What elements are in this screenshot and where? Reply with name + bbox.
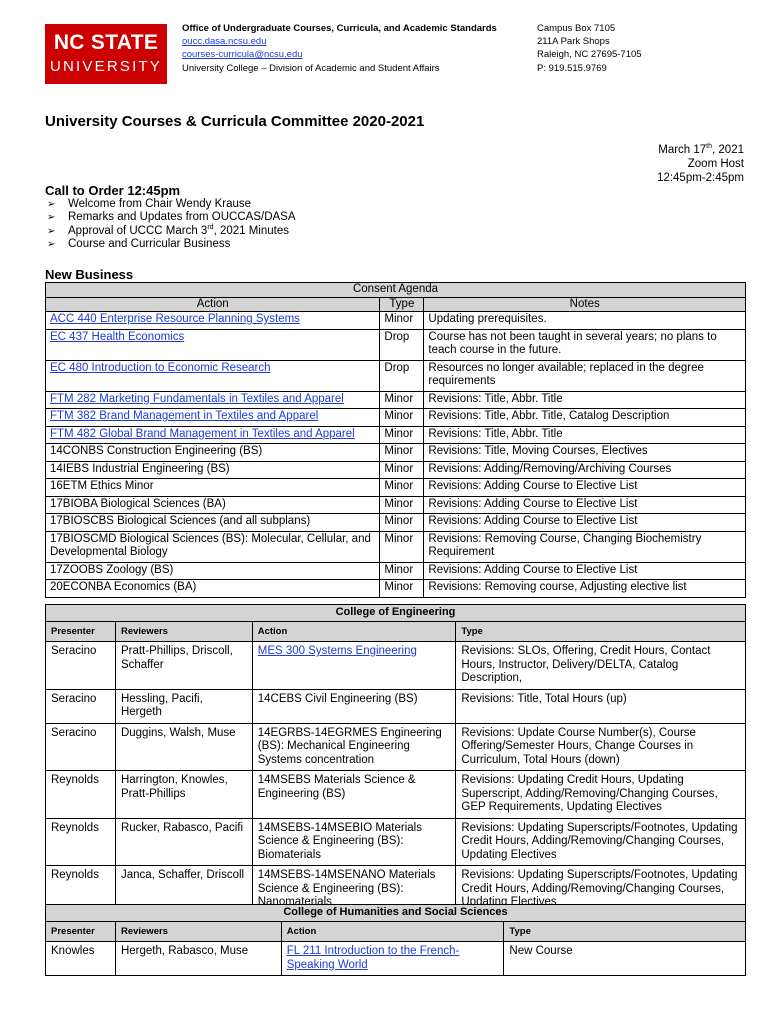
arrow-bullet-icon: ➢ [47,225,56,237]
row-action: 17BIOSCMD Biological Sciences (BS): Molecular, Cellular, and Developmental Biology [46,531,380,562]
table-row [46,329,746,360]
arrow-bullet-icon: ➢ [47,199,56,210]
row-type: Revisions: Title, Total Hours (up) [456,689,746,723]
oucc-link[interactable]: oucc.dasa.ncsu.edu [182,36,267,48]
row-action: 14MSEBS Materials Science & Engineering (BS) [252,771,456,819]
row-notes: Course has not been taught in several years; no plans to teach course in the future. [424,329,746,360]
row-presenter: Reynolds [46,866,116,914]
row-reviewers: Pratt-Phillips, Driscoll, Schaffer [115,642,252,690]
engineering-caption: College of Engineering [46,605,746,622]
table-row [46,444,746,462]
hum-header-action: Action [281,921,504,942]
arrow-bullet-icon: ➢ [47,212,56,224]
course-link[interactable]: MES 300 Systems Engineering [257,645,417,657]
table-row [46,312,746,330]
row-action: 14MSEBS-14MSENANO Materials Science & Engineering (BS): Nanomaterials [252,866,456,914]
row-type: Minor [380,580,424,598]
row-type: Minor [380,444,424,462]
address-line: Campus Box 7105 [537,23,616,34]
row-notes: Revisions: Adding Course to Elective List [424,562,746,580]
row-action: 14CEBS Civil Engineering (BS) [252,689,456,723]
row-reviewers: Duggins, Walsh, Muse [115,723,252,771]
row-type: Minor [380,461,424,479]
row-notes: Revisions: Adding Course to Elective List [424,479,746,497]
row-presenter: Seracino [46,723,116,771]
meeting-time: 12:45pm-2:45pm [657,172,744,185]
row-notes: Revisions: Removing course, Adjusting elective list [424,580,746,598]
table-row [46,496,746,514]
meeting-date: March 17th, 2021 [658,143,744,156]
course-link[interactable]: FTM 282 Marketing Fundamentals in Textiles and Apparel [50,392,344,405]
table-row [46,689,746,723]
table-row [46,391,746,409]
table-row [46,942,746,976]
agenda-item: ➢ Remarks and Updates from OUCCAS/DASA [47,211,296,224]
letterhead-address [537,22,642,75]
hum-header-reviewers: Reviewers [115,921,281,942]
row-type: Minor [380,391,424,409]
ncstate-logo [45,24,167,84]
row-type: Minor [380,514,424,532]
course-link[interactable]: ACC 440 Enterprise Resource Planning Systems [50,313,300,325]
consent-header-action: Action [46,297,380,312]
row-type: Minor [380,496,424,514]
table-row [46,461,746,479]
logo-line2: UNIVERSITY [49,58,162,75]
row-action: 14CONBS Construction Engineering (BS) [46,444,380,462]
row-action: 20ECONBA Economics (BA) [46,580,380,598]
logo-line1: NC STATE [53,31,159,54]
eng-header-reviewers: Reviewers [115,621,252,642]
row-type: Drop [380,360,424,391]
course-link[interactable]: FTM 382 Brand Management in Textiles and Apparel [50,410,319,422]
row-reviewers: Rucker, Rabasco, Pacifi [115,818,252,866]
agenda-list [47,198,296,252]
row-action: 14MSEBS-14MSEBIO Materials Science & Engineering (BS): Biomaterials [252,818,456,866]
letterhead-office [182,22,497,75]
course-link[interactable]: EC 437 Health Economics [50,330,185,343]
table-row [46,642,746,690]
call-to-order-heading: Call to Order 12:45pm [45,183,181,198]
table-row [46,723,746,771]
row-reviewers: Hessling, Pacifi, Hergeth [115,689,252,723]
table-row [46,562,746,580]
office-name: Office of Undergraduate Courses, Curricula, and Academic Standards [182,23,497,34]
table-row [46,818,746,866]
row-action: 14IEBS Industrial Engineering (BS) [46,461,380,479]
phone-line: P: 919.515.9769 [537,62,607,74]
row-type: Minor [380,312,424,330]
course-link[interactable]: FTM 482 Global Brand Management in Textiles and Apparel [50,427,355,440]
table-row [46,360,746,391]
row-reviewers: Janca, Schaffer, Driscoll [115,866,252,914]
row-notes: Revisions: Title, Abbr. Title [424,391,746,409]
engineering-table [45,604,746,914]
row-notes: Revisions: Title, Abbr. Title [424,426,746,444]
hum-header-presenter: Presenter [46,921,116,942]
agenda-item: ➢ Course and Curricular Business [47,238,231,251]
page-title: University Courses & Curricula Committee 2020-2021 [45,113,425,130]
row-action: 17BIOSCBS Biological Sciences (and all subplans) [46,514,380,532]
row-presenter: Knowles [46,942,116,976]
consent-caption: Consent Agenda [46,283,746,298]
row-notes: Revisions: Removing Course, Changing Biochemistry Requirement [424,531,746,562]
course-link[interactable]: EC 480 Introduction to Economic Research [50,361,271,374]
table-row [46,771,746,819]
email-link[interactable]: courses-curricula@ncsu.edu [182,49,303,61]
table-row [46,479,746,497]
row-type: Revisions: Update Course Number(s), Course Offering/Semester Hours, Change Courses in Curriculum, Total Hours (down) [456,723,746,771]
row-action: 17BIOBA Biological Sciences (BA) [46,496,380,514]
row-reviewers: Hergeth, Rabasco, Muse [115,942,281,976]
row-action: 17ZOOBS Zoology (BS) [46,562,380,580]
row-type: Minor [380,426,424,444]
humanities-caption: College of Humanities and Social Sciences [46,905,746,922]
row-type: Revisions: Updating Superscripts/Footnotes, Updating Credit Hours, Adding/Removing/Changing Courses, Updating Electives [456,818,746,866]
row-presenter: Reynolds [46,771,116,819]
row-type: Revisions: Updating Superscripts/Footnotes, Updating Credit Hours, Adding/Removing/Changing Courses, Updating Electives [456,866,746,914]
arrow-bullet-icon: ➢ [47,239,56,251]
row-type: Revisions: SLOs, Offering, Credit Hours, Contact Hours, Instructor, Delivery/DELTA, Catalog Description, [456,642,746,690]
college-name: University College – Division of Academic and Student Affairs [182,62,440,74]
meeting-host: Zoom Host [687,158,744,171]
row-presenter: Reynolds [46,818,116,866]
eng-header-presenter: Presenter [46,621,116,642]
address-line: Raleigh, NC 27695-7105 [537,49,642,61]
row-type: Drop [380,329,424,360]
table-row [46,514,746,532]
consent-agenda-table [45,282,746,598]
table-row [46,426,746,444]
row-presenter: Seracino [46,642,116,690]
row-notes: Revisions: Adding Course to Elective List [424,514,746,532]
eng-header-type: Type [456,621,746,642]
row-notes: Revisions: Title, Moving Courses, Electives [424,444,746,462]
row-action: 14EGRBS-14EGRMES Engineering (BS): Mechanical Engineering Systems concentration [252,723,456,771]
row-notes: Revisions: Adding/Removing/Archiving Courses [424,461,746,479]
table-row [46,531,746,562]
agenda-item: ➢ Approval of UCCC March 3rd, 2021 Minutes [47,223,289,237]
new-business-heading: New Business [45,267,134,282]
table-row [46,409,746,427]
consent-header-notes: Notes [424,297,746,312]
row-reviewers: Harrington, Knowles, Pratt-Phillips [115,771,252,819]
hum-header-type: Type [504,921,746,942]
eng-header-action: Action [252,621,456,642]
row-type: Minor [380,479,424,497]
row-action: 16ETM Ethics Minor [46,479,380,497]
row-notes: Revisions: Adding Course to Elective List [424,496,746,514]
consent-header-type: Type [380,297,424,312]
row-notes: Revisions: Title, Abbr. Title, Catalog Description [424,409,746,427]
table-row [46,580,746,598]
agenda-item: ➢ Welcome from Chair Wendy Krause [47,198,252,210]
row-type: Revisions: Updating Credit Hours, Updating Superscript, Adding/Removing/Changing Courses, GEP Requirements, Updating Electives [456,771,746,819]
row-type: Minor [380,409,424,427]
row-type: Minor [380,531,424,562]
row-notes: Resources no longer available; replaced in the degree requirements [424,360,746,391]
meeting-info [657,143,744,186]
address-line: 211A Park Shops [537,36,610,48]
row-presenter: Seracino [46,689,116,723]
row-type: Minor [380,562,424,580]
humanities-table [45,904,746,976]
row-type: New Course [504,942,746,976]
course-link[interactable]: FL 211 Introduction to the French-Speaking World [286,945,460,971]
row-notes: Updating prerequisites. [424,312,746,330]
